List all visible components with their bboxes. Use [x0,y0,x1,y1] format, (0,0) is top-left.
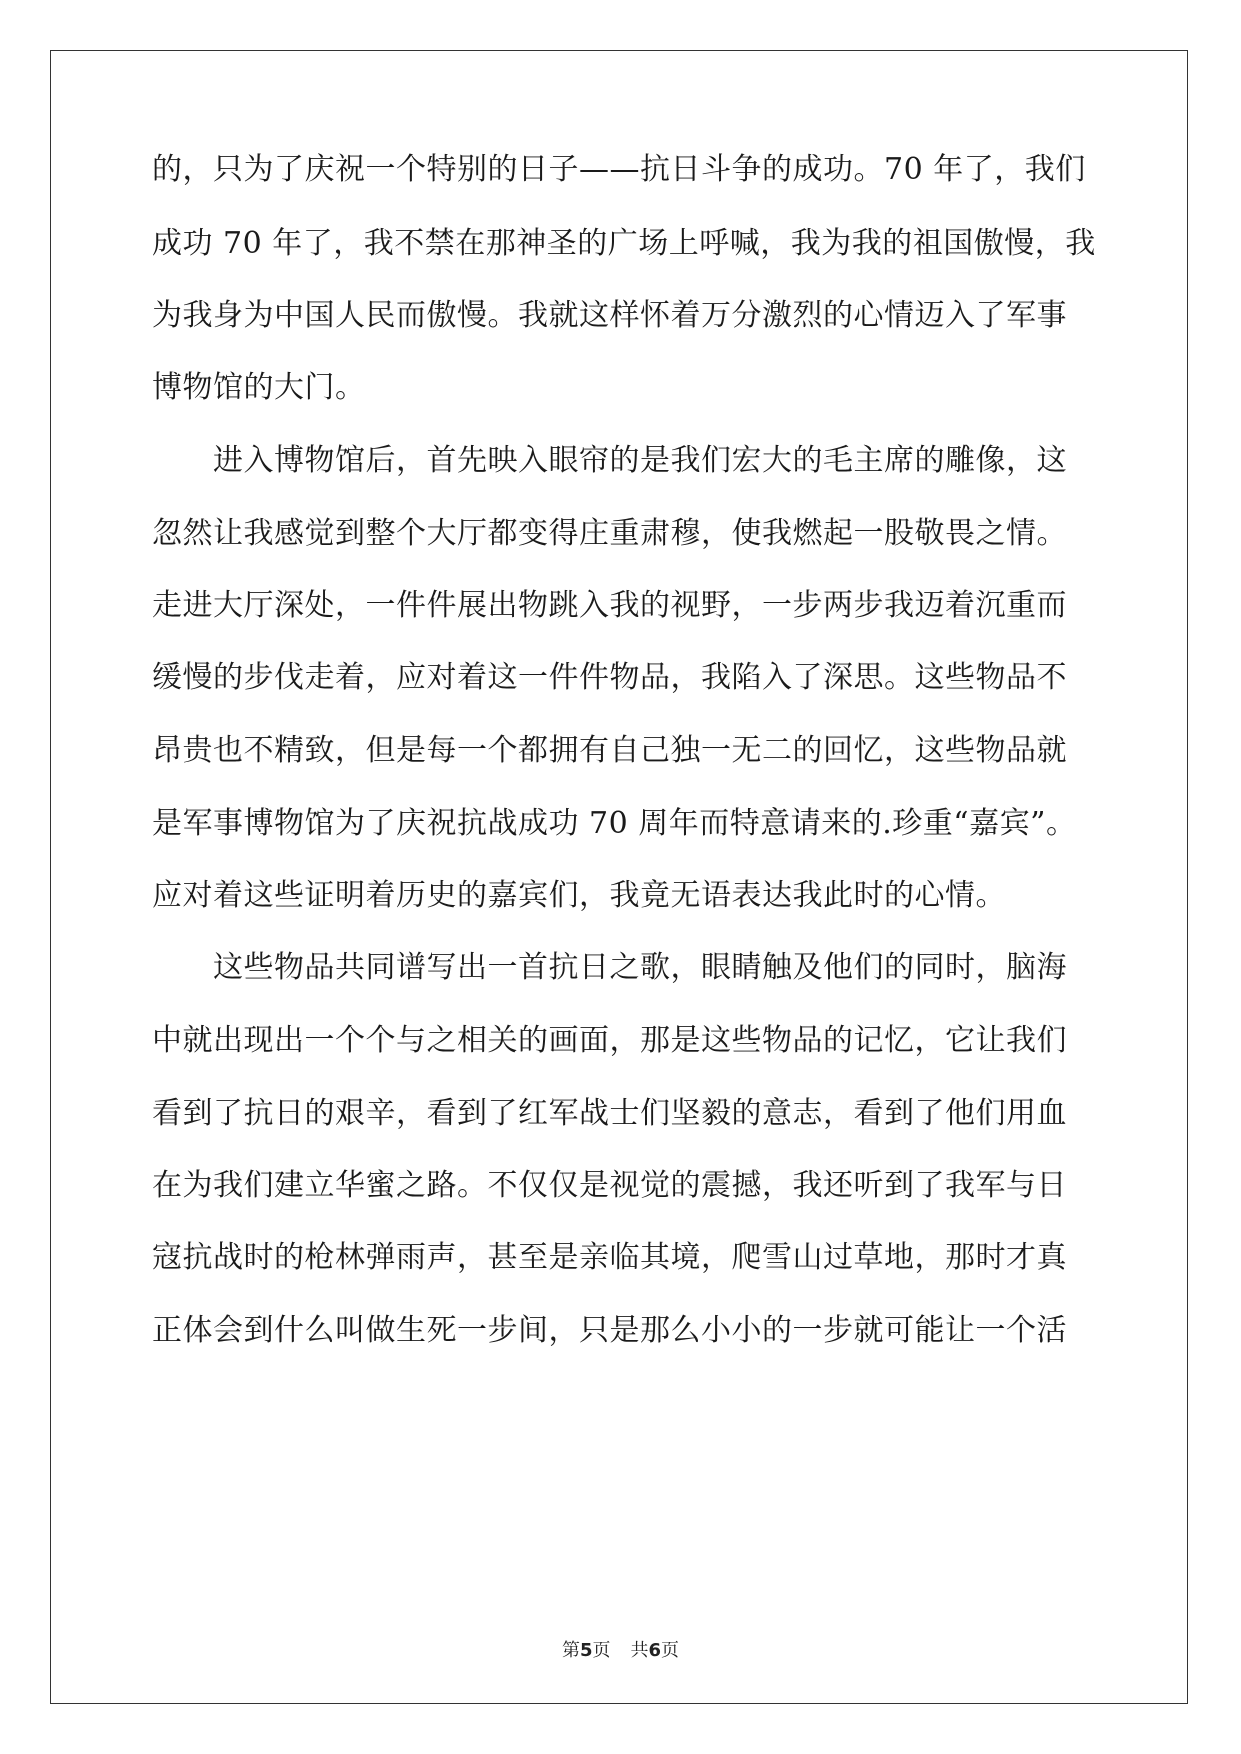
text-line: 进入博物馆后，首先映入眼帘的是我们宏大的毛主席的雕像，这 [152,443,1067,478]
text-line: 在为我们建立华蜜之路。不仅仅是视觉的震撼，我还听到了我军与日 [152,1168,1067,1203]
text-line: 这些物品共同谱写出一首抗日之歌，眼睛触及他们的同时，脑海 [152,950,1067,985]
text-line: 是军事博物馆为了庆祝抗战成功 70 周年而特意请来的.珍重“嘉宾”。 [152,806,1077,841]
text-line: 的，只为了庆祝一个特别的日子——抗日斗争的成功。70 年了，我们 [152,152,1086,187]
total-pages-number: 6 [648,1640,662,1661]
current-page-number: 5 [579,1640,593,1661]
text-line: 昂贵也不精致，但是每一个都拥有自己独一无二的回忆，这些物品就 [152,733,1067,768]
text-line: 为我身为中国人民而傲慢。我就这样怀着万分激烈的心情迈入了军事 [152,298,1067,333]
footer-total-suffix: 页 [661,1640,680,1661]
text-line: 成功 70 年了，我不禁在那神圣的广场上呼喊，我为我的祖国傲慢，我 [152,226,1096,261]
footer-total-prefix: 共 [630,1640,649,1661]
text-line: 看到了抗日的艰辛，看到了红军战士们坚毅的意志，看到了他们用血 [152,1096,1067,1131]
footer-prefix: 第 [561,1640,580,1661]
footer-page-suffix: 页 [592,1640,611,1661]
text-line: 走进大厅深处，一件件展出物跳入我的视野，一步两步我迈着沉重而 [152,588,1067,623]
page-footer [0,1640,1241,1662]
text-line: 缓慢的步伐走着，应对着这一件件物品，我陷入了深思。这些物品不 [152,660,1067,695]
text-line: 寇抗战时的枪林弹雨声，甚至是亲临其境，爬雪山过草地，那时才真 [152,1240,1067,1275]
text-line: 博物馆的大门。 [152,370,366,405]
text-line: 忽然让我感觉到整个大厅都变得庄重肃穆，使我燃起一股敬畏之情。 [152,516,1067,551]
text-line: 正体会到什么叫做生死一步间，只是那么小小的一步就可能让一个活 [152,1313,1067,1348]
text-line: 应对着这些证明着历史的嘉宾们，我竟无语表达我此时的心情。 [152,878,1006,913]
text-line: 中就出现出一个个与之相关的画面，那是这些物品的记忆，它让我们 [152,1023,1067,1058]
